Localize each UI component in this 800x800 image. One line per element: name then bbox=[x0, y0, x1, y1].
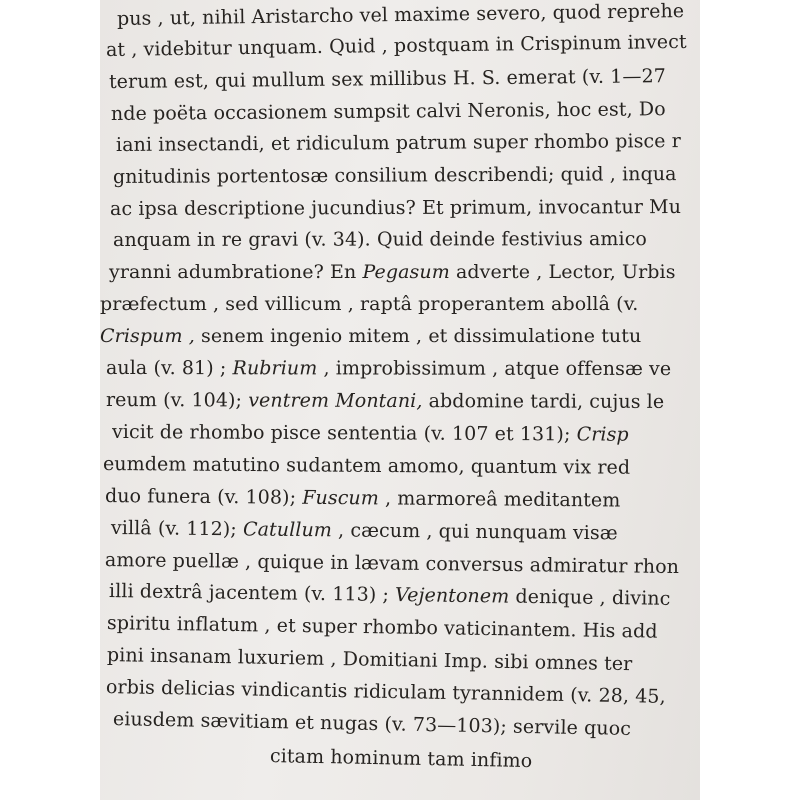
text-line bbox=[111, 517, 618, 544]
text-line bbox=[105, 549, 679, 578]
text-line bbox=[113, 163, 677, 188]
text-segment: iani insectandi, et ridiculum patrum super rhombo pisce r bbox=[115, 130, 681, 156]
text-line bbox=[111, 98, 666, 125]
text-segment: aula (v. 81) ; bbox=[105, 357, 233, 380]
text-line bbox=[103, 453, 630, 479]
book-page bbox=[100, 0, 700, 800]
text-segment: at , videbitur unquam. Quid , postquam in Crispinum invect bbox=[105, 30, 687, 61]
text-segment: ac ipsa descriptione jucundius? Et primum, invocantur Mu bbox=[109, 196, 682, 220]
text-segment: terum est, qui mullum sex millibus H. S. emerat (v. 1—27 bbox=[108, 65, 667, 93]
text-segment: yranni adumbratione? En bbox=[109, 261, 363, 283]
text-segment: spiritu inflatum , et super rhombo vaticinantem. His add bbox=[106, 612, 658, 643]
text-line bbox=[100, 293, 638, 315]
text-segment: eiusdem sævitiam et nugas (v. 73—103); servile quoc bbox=[112, 708, 632, 740]
text-segment: vicit de rhombo pisce sententia (v. 107 et 131); bbox=[111, 421, 577, 446]
text-segment: reum (v. 104); bbox=[105, 389, 249, 412]
text-line bbox=[109, 65, 666, 93]
text-line bbox=[113, 708, 631, 740]
text-segment: gnitudinis portentosæ consilium describendi; quid , inqua bbox=[112, 163, 677, 188]
text-segment: denique , divinc bbox=[509, 585, 671, 610]
italic-name: Vejentonem bbox=[394, 583, 510, 608]
text-segment: , cæcum , qui nunquam visæ bbox=[331, 519, 618, 545]
text-line bbox=[100, 325, 641, 347]
text-segment: citam hominum tam infimo bbox=[269, 745, 533, 773]
text-segment: nde poëta occasionem sumpsit calvi Neronis, hoc est, Do bbox=[110, 98, 666, 125]
text-segment: adverte , Lector, Urbis bbox=[449, 261, 676, 283]
text-segment: pini insanam luxuriem , Domitiani Imp. sibi omnes ter bbox=[106, 644, 633, 676]
text-line bbox=[107, 644, 633, 675]
text-line bbox=[110, 196, 681, 220]
text-segment: illi dextrâ jacentem (v. 113) ; bbox=[108, 580, 396, 606]
italic-name: Rubrium bbox=[232, 357, 318, 380]
text-segment: senem ingenio mitem , et dissimulatione tutu bbox=[194, 325, 642, 347]
italic-name: ventrem Montani, bbox=[248, 389, 423, 413]
text-line bbox=[112, 421, 629, 446]
text-segment: duo funera (v. 108); bbox=[104, 485, 303, 509]
text-segment: pus , ut, nihil Aristarcho vel maxime severo, quod reprehe bbox=[116, 0, 685, 30]
text-line bbox=[106, 389, 664, 413]
text-segment: anquam in re gravi (v. 34). Quid deinde festivius amico bbox=[112, 228, 647, 251]
text-line bbox=[117, 0, 685, 30]
text-line bbox=[116, 130, 681, 156]
text-segment: orbis delicias vindicantis ridiculam tyrannidem (v. 28, 45, bbox=[105, 676, 666, 708]
text-segment: , marmoreâ meditantem bbox=[378, 487, 621, 512]
text-line bbox=[106, 31, 687, 61]
text-segment: amore puellæ , quique in lævam conversus admiratur rhon bbox=[104, 549, 680, 579]
italic-name: Crisp bbox=[576, 423, 629, 446]
italic-name: Fuscum bbox=[302, 486, 380, 510]
text-line bbox=[113, 228, 647, 251]
text-line bbox=[105, 485, 621, 511]
italic-name: Pegasum bbox=[362, 261, 450, 283]
italic-name: Catullum bbox=[242, 518, 333, 542]
text-line bbox=[109, 580, 671, 610]
text-segment: eumdem matutino sudantem amomo, quantum vix red bbox=[102, 453, 631, 479]
text-segment: , improbissimum , atque offensæ ve bbox=[317, 357, 672, 380]
text-segment: præfectum , sed villicum , raptâ properantem abollâ (v. bbox=[100, 293, 639, 315]
text-line bbox=[107, 612, 658, 643]
text-line bbox=[270, 745, 533, 772]
text-segment: abdomine tardi, cujus le bbox=[422, 390, 665, 413]
italic-name: Crispum , bbox=[100, 325, 195, 347]
text-line bbox=[106, 676, 666, 708]
text-line bbox=[106, 357, 671, 380]
text-segment: villâ (v. 112); bbox=[110, 517, 244, 541]
text-line bbox=[109, 261, 676, 283]
